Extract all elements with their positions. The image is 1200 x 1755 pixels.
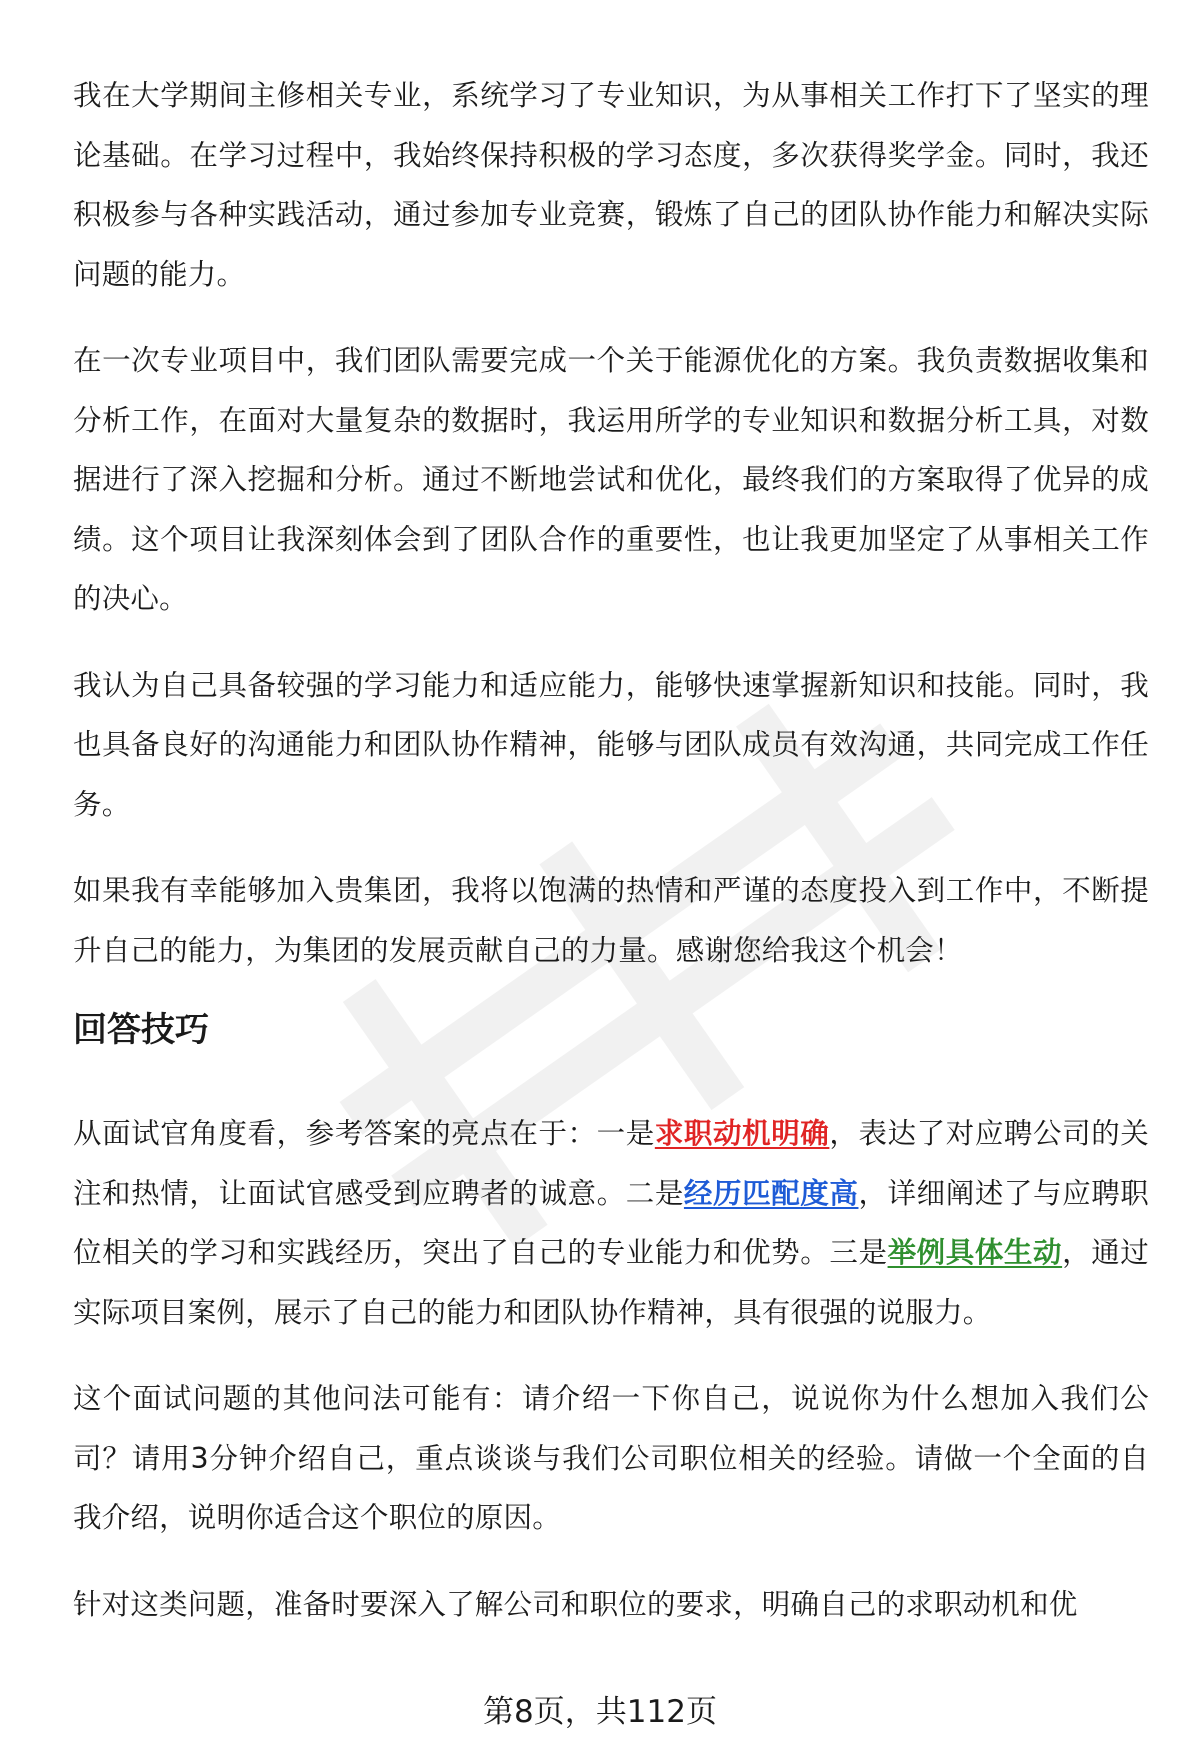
paragraph-preparation: 针对这类问题，准备时要深入了解公司和职位的要求，明确自己的求职动机和优 [73, 1587, 1078, 1621]
highlight-examples: 举例具体生动 [887, 1236, 1063, 1269]
paragraph-alternative-questions: 这个面试问题的其他问法可能有：请介绍一下你自己，说说你为什么想加入我们公司？请用3分钟介绍自己，重点谈谈与我们公司职位相关的经验。请做一个全面的自我介绍，说明你适合这个职位的原因。 [73, 1382, 1149, 1534]
paragraph-project-experience: 在一次专业项目中，我们团队需要完成一个关于能源优化的方案。我负责数据收集和分析工作，在面对大量复杂的数据时，我运用所学的专业知识和数据分析工具，对数据进行了深入挖掘和分析。通过不断地尝试和优化，最终我们的方案取得了优异的成绩。这个项目让我深刻体会到了团队合作的重要性，也让我更加坚定了从事相关工作的决心。 [73, 344, 1149, 615]
tips-text-part1: 从面试官角度看，参考答案的亮点在于：一是 [73, 1117, 655, 1150]
document-body [73, 66, 1149, 1661]
tips-text-part2: ，表达了对应聘公司的关注和热情，让面试官感受到应聘者的诚意。二是 [73, 1117, 1149, 1210]
tips-text-part4: ，通过实际项目案例，展示了自己的能力和团队协作精神，具有很强的说服力。 [73, 1236, 1149, 1329]
paragraph-tips [73, 1104, 1149, 1342]
highlight-motivation: 求职动机明确 [654, 1117, 830, 1150]
highlight-experience-match: 经历匹配度高 [683, 1176, 859, 1210]
page-number-footer: 第8页，共112页 [483, 1694, 717, 1730]
paragraph-closing: 如果我有幸能够加入贵集团，我将以饱满的热情和严谨的态度投入到工作中，不断提升自己的能力，为集团的发展贡献自己的力量。感谢您给我这个机会！ [73, 874, 1149, 967]
tips-text-part3: ，详细阐述了与应聘职位相关的学习和实践经历，突出了自己的专业能力和优势。三是 [73, 1176, 1149, 1269]
paragraph-abilities: 我认为自己具备较强的学习能力和适应能力，能够快速掌握新知识和技能。同时，我也具备良好的沟通能力和团队协作精神，能够与团队成员有效沟通，共同完成工作任务。 [73, 668, 1149, 821]
paragraph-education: 我在大学期间主修相关专业，系统学习了专业知识，为从事相关工作打下了坚实的理论基础。在学习过程中，我始终保持积极的学习态度，多次获得奖学金。同时，我还积极参与各种实践活动，通过参加专业竞赛，锻炼了自己的团队协作能力和解决实际问题的能力。 [73, 79, 1149, 291]
section-heading: 回答技巧 [73, 1010, 209, 1050]
